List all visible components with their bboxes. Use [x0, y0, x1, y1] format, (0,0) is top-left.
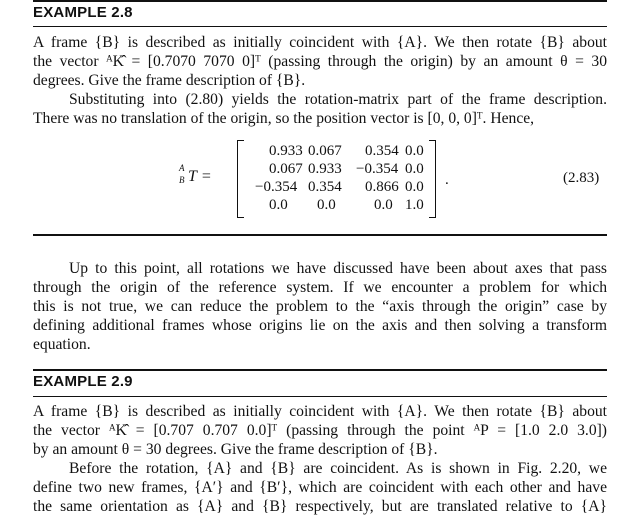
text-line: A frame {B} is described as initially coincident with {A}. We then rotate {B} about: [33, 403, 607, 420]
transform-matrix-equation: [33, 140, 607, 220]
text-line: through the origin of the reference system. If we encounter a problem for which: [33, 279, 607, 296]
text-line: There was no translation of the origin, so the position vector is [0, 0, 0]ᵀ. Hence,: [33, 110, 535, 127]
lhs-subscript: B: [179, 175, 185, 185]
lhs-symbol: T: [188, 168, 197, 185]
matrix-cell: −0.354: [255, 179, 298, 195]
text-line: Before the rotation, {A} and {B} are coincident. As is shown in Fig. 2.20, we: [69, 460, 607, 477]
text-line: the vector ᴬΚ̂ = [0.707 0.707 0.0]ᵀ (passing through the point ᴬP = [1.0 2.0 3.0]): [33, 422, 607, 439]
matrix-cell: 0.0: [405, 143, 424, 159]
matrix-cell: 0.933: [308, 161, 342, 177]
matrix-cell: 0.0: [269, 197, 288, 213]
example-2-8-heading: EXAMPLE 2.8: [33, 4, 133, 21]
matrix-cell: 0.0: [405, 179, 424, 195]
matrix-lhs: [179, 163, 211, 186]
text-line: by an amount θ = 30 degrees. Give the frame description of {B}.: [33, 441, 438, 458]
matrix-cell: 0.067: [308, 143, 342, 159]
example-2-8-statement: [33, 33, 607, 90]
example-2-9-solution: [33, 459, 607, 516]
text-line: degrees. Give the frame description of {B}.: [33, 72, 306, 89]
matrix-left-bracket: [237, 140, 244, 218]
matrix-cell: 0.0: [374, 197, 393, 213]
text-line: defining additional frames whose origins lie on the axis and then solving a transform: [33, 317, 607, 334]
example-2-8-heading-rule: [33, 26, 607, 27]
example-2-9-top-rule: [33, 369, 607, 371]
matrix-cell: 0.0: [317, 197, 336, 213]
equation-number: (2.83): [563, 170, 600, 186]
text-line: Substituting into (2.80) yields the rotation-matrix part of the frame description.: [69, 91, 607, 108]
example-2-9-heading: EXAMPLE 2.9: [33, 373, 133, 390]
matrix-cell: 1.0: [405, 197, 424, 213]
body-paragraph: [33, 259, 607, 354]
text-line: A frame {B} is described as initially coincident with {A}. We then rotate {B} about: [33, 34, 607, 51]
text-line: the vector ᴬΚ̂ = [0.7070 7070 0]ᵀ (passing through the origin) by an amount θ = 30: [33, 53, 607, 70]
matrix-cell: −0.354: [356, 161, 399, 177]
equals-sign: =: [201, 168, 211, 185]
text-line: this is not true, we can reduce the problem to the “axis through the origin” case by: [33, 298, 607, 315]
matrix-cell: 0.0: [405, 161, 424, 177]
example-2-8-bottom-rule: [33, 234, 607, 236]
example-2-9-heading-rule: [33, 396, 607, 397]
example-2-9-statement: [33, 402, 607, 459]
text-line: equation.: [33, 336, 91, 353]
text-line: the same orientation as {A} and {B} respectively, but are translated relative to {A}: [33, 498, 607, 515]
matrix-cell: 0.067: [269, 161, 303, 177]
matrix-cell: 0.354: [308, 179, 342, 195]
lhs-superscript: A: [179, 163, 185, 173]
matrix-cell: 0.354: [365, 143, 399, 159]
example-2-8-solution: [33, 90, 607, 128]
matrix-period: .: [445, 172, 449, 188]
text-line: Up to this point, all rotations we have discussed have been about axes that pass: [69, 260, 607, 277]
matrix-cell: 0.866: [365, 179, 399, 195]
text-line: define two new frames, {A′} and {B′}, which are coincident with each other and have: [33, 479, 607, 496]
example-2-8-top-rule: [33, 0, 607, 2]
matrix-right-bracket: [429, 140, 436, 218]
matrix-cell: 0.933: [269, 143, 303, 159]
